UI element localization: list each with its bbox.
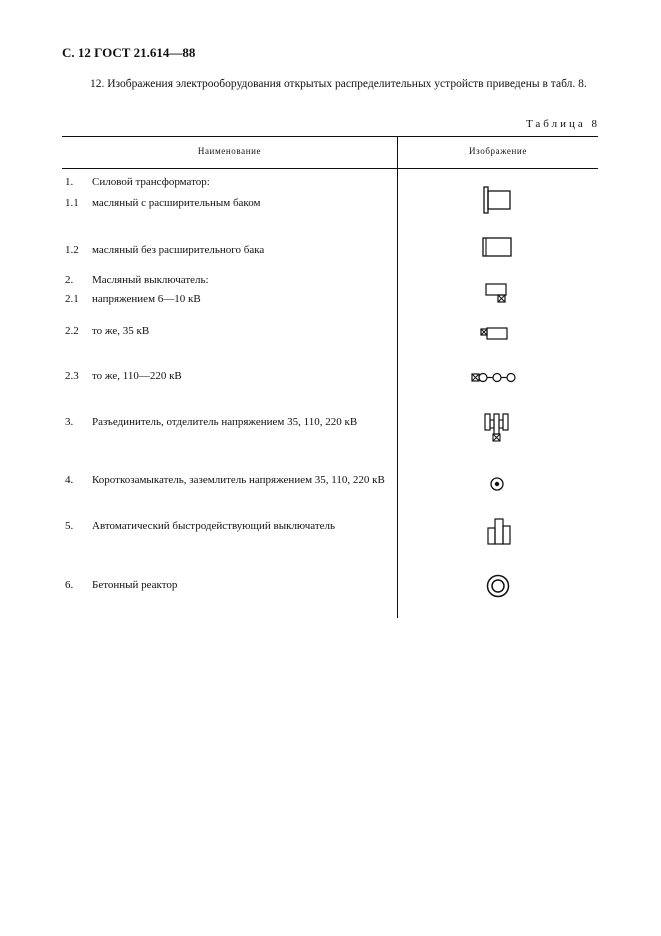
transformer-without-expander-icon	[480, 236, 514, 258]
transformer-with-expander-icon	[478, 186, 514, 216]
column-header-image: Изображение	[469, 146, 527, 156]
column-header-name: Наименование	[197, 146, 262, 156]
oil-breaker-110-220kv-icon	[470, 371, 520, 385]
row-number: 2.2	[65, 325, 79, 337]
row-number: 6.	[65, 579, 74, 591]
row-text: Масляный выключатель:	[92, 274, 209, 286]
row-text: напряжением 6—10 кВ	[92, 293, 201, 305]
row-text: масляный с расширительным баком	[92, 197, 261, 209]
row-text: Короткозамыкатель, заземлитель напряжением 35, 110, 220 кВ	[92, 474, 385, 486]
row-text: Силовой трансформатор:	[92, 176, 210, 188]
table-top-rule	[62, 136, 598, 137]
row-text: то же, 110—220 кВ	[92, 370, 182, 382]
concrete-reactor-icon	[485, 573, 511, 599]
row-number: 3.	[65, 416, 74, 428]
row-text: Разъединитель, отделитель напряжением 35, 110, 220 кВ	[92, 416, 358, 428]
row-number: 5.	[65, 520, 74, 532]
row-number: 2.1	[65, 293, 79, 305]
disconnector-icon	[482, 412, 514, 444]
oil-breaker-6-10kv-icon	[484, 282, 510, 304]
row-number: 1.2	[65, 244, 79, 256]
row-number: 1.1	[65, 197, 79, 209]
row-text: то же, 35 кВ	[92, 325, 150, 337]
automatic-breaker-icon	[486, 516, 512, 546]
table-header-rule	[62, 168, 598, 169]
intro-paragraph: 12. Изображения электрооборудования открытых распределительных устройств приведены в табл. 8.	[90, 78, 587, 90]
short-circuiter-icon	[489, 476, 505, 492]
oil-breaker-35kv-icon	[478, 325, 510, 341]
row-number: 2.	[65, 274, 74, 286]
row-number: 1.	[65, 176, 74, 188]
row-number: 4.	[65, 474, 74, 486]
column-divider	[397, 136, 398, 618]
row-text: Бетонный реактор	[92, 579, 178, 591]
table-label: Таблица 8	[525, 118, 600, 130]
page-header: С. 12 ГОСТ 21.614—88	[62, 45, 196, 60]
row-number: 2.3	[65, 370, 79, 382]
row-text: масляный без расширительного бака	[92, 244, 265, 256]
row-text: Автоматический быстродействующий выключатель	[92, 520, 336, 532]
